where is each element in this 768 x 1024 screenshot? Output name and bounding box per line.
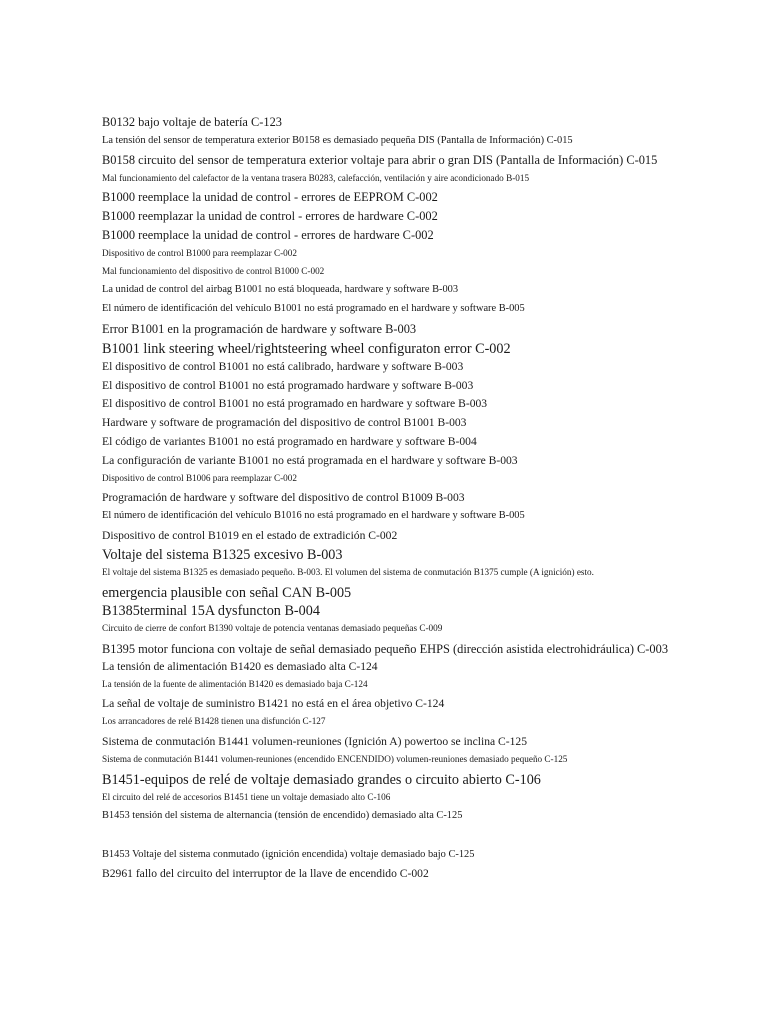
document-line: El código de variantes B1001 no está programado en hardware y software B-004: [102, 435, 477, 448]
document-line: B1395 motor funciona con voltaje de señal demasiado pequeño EHPS (dirección asistida electrohidráulica) C-003: [102, 642, 669, 656]
document-line: Mal funcionamiento del dispositivo de control B1000 C-002: [102, 266, 325, 276]
document-line: La configuración de variante B1001 no está programada en el hardware y software B-003: [102, 454, 518, 467]
document-line: Mal funcionamiento del calefactor de la ventana trasera B0283, calefacción, ventilación y aire acondicionado B-015: [102, 173, 530, 183]
document-line: El dispositivo de control B1001 no está calibrado, hardware y software B-003: [102, 360, 464, 373]
document-line: B1000 reemplazar la unidad de control - errores de hardware C-002: [102, 209, 438, 223]
document-line: emergencia plausible con señal CAN B-005: [102, 585, 352, 601]
document-line: Programación de hardware y software del dispositivo de control B1009 B-003: [102, 491, 465, 504]
document-line: B1001 link steering wheel/rightsteering wheel configuraton error C-002: [102, 341, 511, 357]
document-line: B1453 tensión del sistema de alternancia (tensión de encendido) demasiado alta C-125: [102, 810, 463, 821]
document-line: La tensión de la fuente de alimentación B1420 es demasiado baja C-124: [102, 679, 368, 689]
document-line: Error B1001 en la programación de hardware y software B-003: [102, 322, 417, 336]
document-line: Dispositivo de control B1000 para reemplazar C-002: [102, 248, 297, 258]
document-line: La señal de voltaje de suministro B1421 no está en el área objetivo C-124: [102, 697, 445, 710]
document-line: Dispositivo de control B1006 para reemplazar C-002: [102, 473, 297, 483]
document-line: B0132 bajo voltaje de batería C-123: [102, 115, 282, 129]
document-line: B2961 fallo del circuito del interruptor de la llave de encendido C-002: [102, 867, 429, 880]
document-line: Los arrancadores de relé B1428 tienen una disfunción C-127: [102, 716, 326, 726]
document-line: B1000 reemplace la unidad de control - errores de EEPROM C-002: [102, 190, 438, 204]
document-line: Voltaje del sistema B1325 excesivo B-003: [102, 547, 343, 563]
document-line: Sistema de conmutación B1441 volumen-reuniones (encendido ENCENDIDO) volumen-reuniones demasiado pequeño C-125: [102, 754, 568, 764]
document-line: Dispositivo de control B1019 en el estado de extradición C-002: [102, 529, 398, 542]
document-line: Sistema de conmutación B1441 volumen-reuniones (Ignición A) powertoo se inclina C-125: [102, 735, 528, 748]
document-line: La unidad de control del airbag B1001 no está bloqueada, hardware y software B-003: [102, 284, 459, 295]
document-line: El número de identificación del vehículo B1016 no está programado en el hardware y software B-005: [102, 510, 525, 521]
document-line: B0158 circuito del sensor de temperatura exterior voltaje para abrir o gran DIS (Pantalla de Información) C-015: [102, 153, 658, 167]
document-line: B1385terminal 15A dysfuncton B-004: [102, 603, 320, 619]
document-line: B1451-equipos de relé de voltaje demasiado grandes o circuito abierto C-106: [102, 772, 541, 788]
document-line: B1000 reemplace la unidad de control - errores de hardware C-002: [102, 228, 434, 242]
document-line: El número de identificación del vehículo B1001 no está programado en el hardware y software B-005: [102, 303, 525, 314]
document-line: El dispositivo de control B1001 no está programado hardware y software B-003: [102, 379, 474, 392]
document-line: La tensión de alimentación B1420 es demasiado alta C-124: [102, 660, 378, 673]
document-line: El voltaje del sistema B1325 es demasiado pequeño. B-003. El volumen del sistema de conmutación B1375 cumple (A ignición) esto.: [102, 567, 594, 577]
document-line: B1453 Voltaje del sistema conmutado (ignición encendida) voltaje demasiado bajo C-125: [102, 849, 475, 860]
document-line: Circuito de cierre de confort B1390 voltaje de potencia ventanas demasiado pequeñas C-009: [102, 623, 443, 633]
document-line: Hardware y software de programación del dispositivo de control B1001 B-003: [102, 416, 467, 429]
document-line: El circuito del relé de accesorios B1451 tiene un voltaje demasiado alto C-106: [102, 792, 391, 802]
document-line: El dispositivo de control B1001 no está programado en hardware y software B-003: [102, 397, 488, 410]
document-line: La tensión del sensor de temperatura exterior B0158 es demasiado pequeña DIS (Pantalla de Información) C-015: [102, 135, 573, 146]
